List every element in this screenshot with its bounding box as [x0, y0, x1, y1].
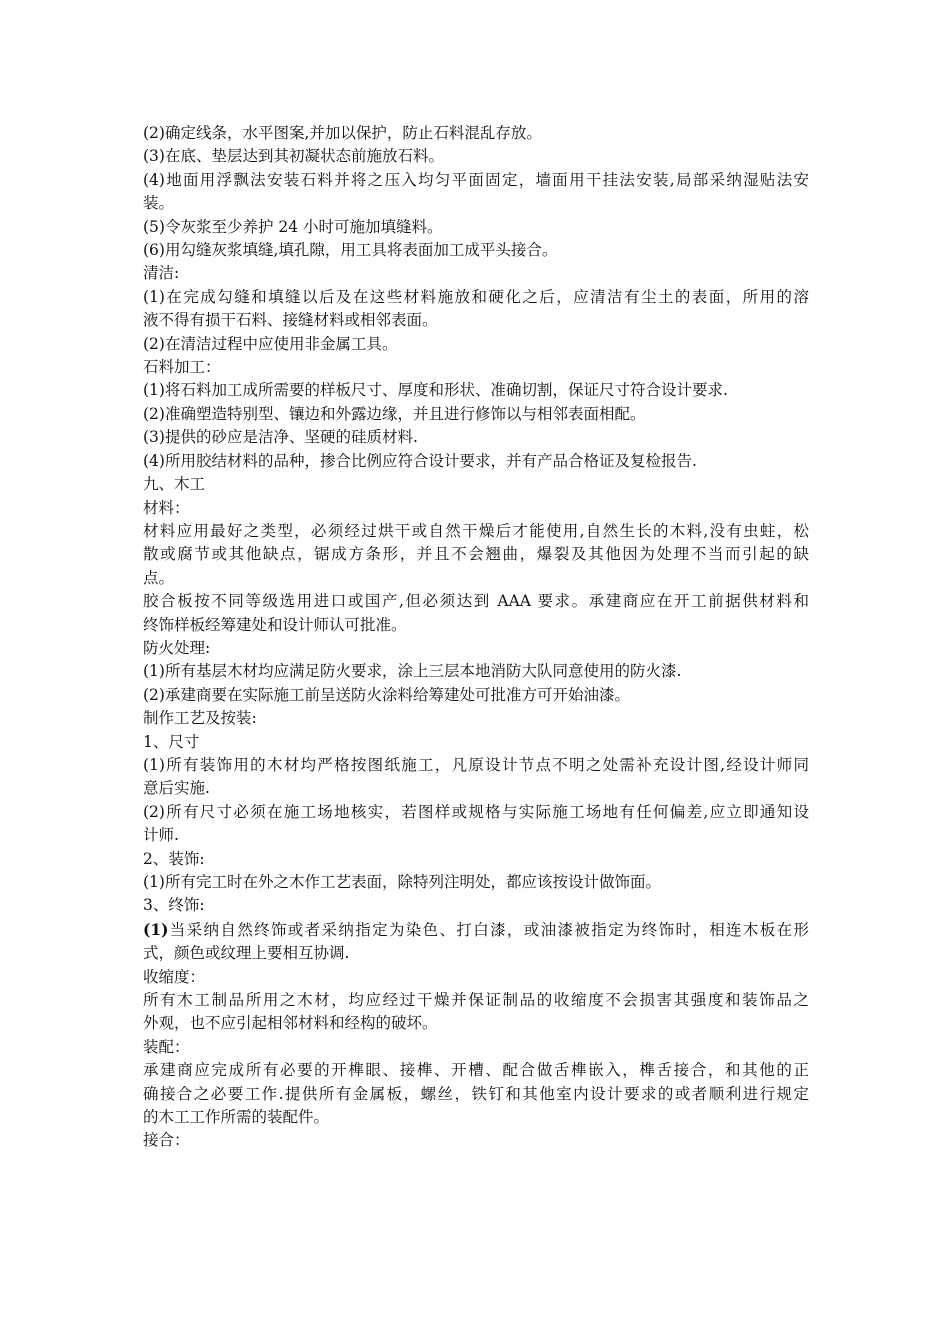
document-line — [143, 1012, 809, 1035]
line-text: (4)地面用浮飘法安装石料并将之压入均匀平面固定，墙面用干挂法安装,局部采纳湿贴法安 — [143, 170, 809, 189]
line-text: 九、木工 — [143, 475, 206, 494]
document-line — [143, 614, 809, 637]
document-line — [143, 309, 809, 332]
line-text: (4)所用胶结材料的品种，掺合比例应符合设计要求，并有产品合格证及复检报告. — [143, 451, 697, 470]
document-line — [143, 426, 809, 449]
document-line — [143, 942, 809, 965]
document-line — [143, 239, 809, 262]
document-line — [143, 637, 809, 660]
line-text: 材料应用最好之类型，必须经过烘干或自然干燥后才能使用,自然生长的木料,没有虫蛀，松 — [143, 521, 809, 540]
document-line — [143, 590, 809, 613]
document-line — [143, 871, 809, 894]
line-text: (1)所有基层木材均应满足防火要求，涂上三层本地消防大队同意使用的防火漆. — [143, 662, 682, 681]
document-line — [143, 169, 809, 192]
line-text: 装配： — [143, 1037, 190, 1056]
line-text: 制作工艺及按装: — [143, 709, 257, 728]
document-line — [143, 684, 809, 707]
document-line — [143, 145, 809, 168]
line-text: 3、终饰: — [143, 896, 205, 915]
line-text: (1)所有装饰用的木材均严格按图纸施工，凡原设计节点不明之处需补充设计图,经设计师同 — [143, 755, 809, 774]
line-text: 胶合板按不同等级选用进口或国产,但必须达到 AAA 要求。承建商应在开工前据供材料和 — [143, 592, 809, 611]
document-line — [143, 1129, 809, 1152]
document-line — [143, 989, 809, 1012]
line-text: (1)将石料加工成所需要的样板尺寸、厚度和形状、准确切割，保证尺寸符合设计要求. — [143, 381, 728, 400]
document-line — [143, 1036, 809, 1059]
document-line — [143, 403, 809, 426]
line-text: 终饰样板经筹建处和设计师认可批准。 — [143, 615, 407, 634]
document-line — [143, 1083, 809, 1106]
document-line — [143, 918, 809, 942]
document-line — [143, 777, 809, 800]
line-text: (2)承建商要在实际施工前呈送防火涂料给筹建处可批准方可开始油漆。 — [143, 685, 630, 704]
document-line — [143, 707, 809, 730]
line-text: (2)在清洁过程中应使用非金属工具。 — [143, 334, 398, 353]
line-text: 点。 — [143, 568, 175, 587]
line-text: (2)准确塑造特别型、镶边和外露边缘，并且进行修饰以与相邻表面相配。 — [143, 404, 646, 423]
line-text: (6)用勾缝灰浆填缝,填孔隙，用工具将表面加工成平头接合。 — [143, 241, 558, 260]
line-text: 石料加工： — [143, 358, 221, 377]
line-text: (1)在完成勾缝和填缝以后及在这些材料施放和硬化之后，应清洁有尘土的表面，所用的溶 — [143, 287, 809, 306]
line-text: 接合： — [143, 1131, 190, 1150]
document-line — [143, 497, 809, 520]
line-text: 装。 — [143, 194, 175, 213]
line-text: 液不得有损干石料、接缝材料或相邻表面。 — [143, 311, 438, 330]
document-line — [143, 754, 809, 777]
document-line — [143, 450, 809, 473]
document-line — [143, 520, 809, 543]
line-text: 计师. — [143, 826, 179, 845]
document-line — [143, 801, 809, 824]
line-text: 式，颜色或纹理上要相互协调. — [143, 944, 350, 963]
document-line — [143, 379, 809, 402]
line-text: 防火处理: — [143, 638, 211, 657]
line-text: (5)令灰浆至少养护 24 小时可施加填缝料。 — [143, 217, 443, 236]
document-body — [143, 122, 809, 1153]
line-text: 确接合之必要工作.提供所有金属板，螺丝，铁钉和其他室内设计要求的或者顺利进行规定 — [143, 1084, 809, 1103]
document-line — [143, 286, 809, 309]
document-line — [143, 543, 809, 566]
document-line — [143, 1059, 809, 1082]
document-line — [143, 848, 809, 871]
document-line — [143, 894, 809, 917]
line-text: 2、装饰: — [143, 849, 205, 868]
line-text: 的木工工作所需的装配件。 — [143, 1108, 330, 1127]
document-line — [143, 824, 809, 847]
line-text: 承建商应完成所有必要的开榫眼、接榫、开槽、配合做舌榫嵌入，榫舌接合，和其他的正 — [143, 1061, 809, 1080]
line-text: (3)在底、垫层达到其初凝状态前施放石料。 — [143, 147, 444, 166]
document-line — [143, 356, 809, 379]
document-line — [143, 192, 809, 215]
line-text: 收缩度： — [143, 967, 206, 986]
line-text: (2)确定线条，水平图案,并加以保护，防止石料混乱存放。 — [143, 124, 542, 142]
line-text: (1)所有完工时在外之木作工艺表面，除特列注明处，都应该按设计做饰面。 — [143, 873, 661, 891]
document-line — [143, 966, 809, 989]
document-line — [143, 262, 809, 285]
document-line — [143, 473, 809, 496]
line-text: 当采纳自然终饰或者采纳指定为染色、打白漆，或油漆被指定为终饰时，相连木板在形 — [168, 920, 809, 939]
line-text: 外观，也不应引起相邻材料和经构的破坏。 — [143, 1014, 438, 1033]
line-text: 散或腐节或其他缺点，锯成方条形，并且不会翘曲，爆裂及其他因为处理不当而引起的缺 — [143, 545, 809, 564]
document-line — [143, 122, 809, 145]
line-text: 材料： — [143, 498, 190, 517]
document-line — [143, 731, 809, 754]
line-text: 清洁: — [143, 264, 180, 283]
line-text: 1、尺寸 — [143, 732, 200, 751]
document-line — [143, 216, 809, 239]
document-line — [143, 660, 809, 683]
line-text: 所有木工制品所用之木材，均应经过干燥并保证制品的收缩度不会损害其强度和装饰品之 — [143, 991, 809, 1010]
document-line — [143, 1106, 809, 1129]
document-line — [143, 333, 809, 356]
document-line — [143, 567, 809, 590]
list-number: (1) — [143, 919, 169, 939]
line-text: (2)所有尺寸必须在施工场地核实，若图样或规格与实际施工场地有任何偏差,应立即通知设 — [143, 802, 809, 821]
line-text: (3)提供的砂应是洁净、坚硬的硅质材料. — [143, 428, 418, 447]
line-text: 意后实施. — [143, 779, 210, 798]
